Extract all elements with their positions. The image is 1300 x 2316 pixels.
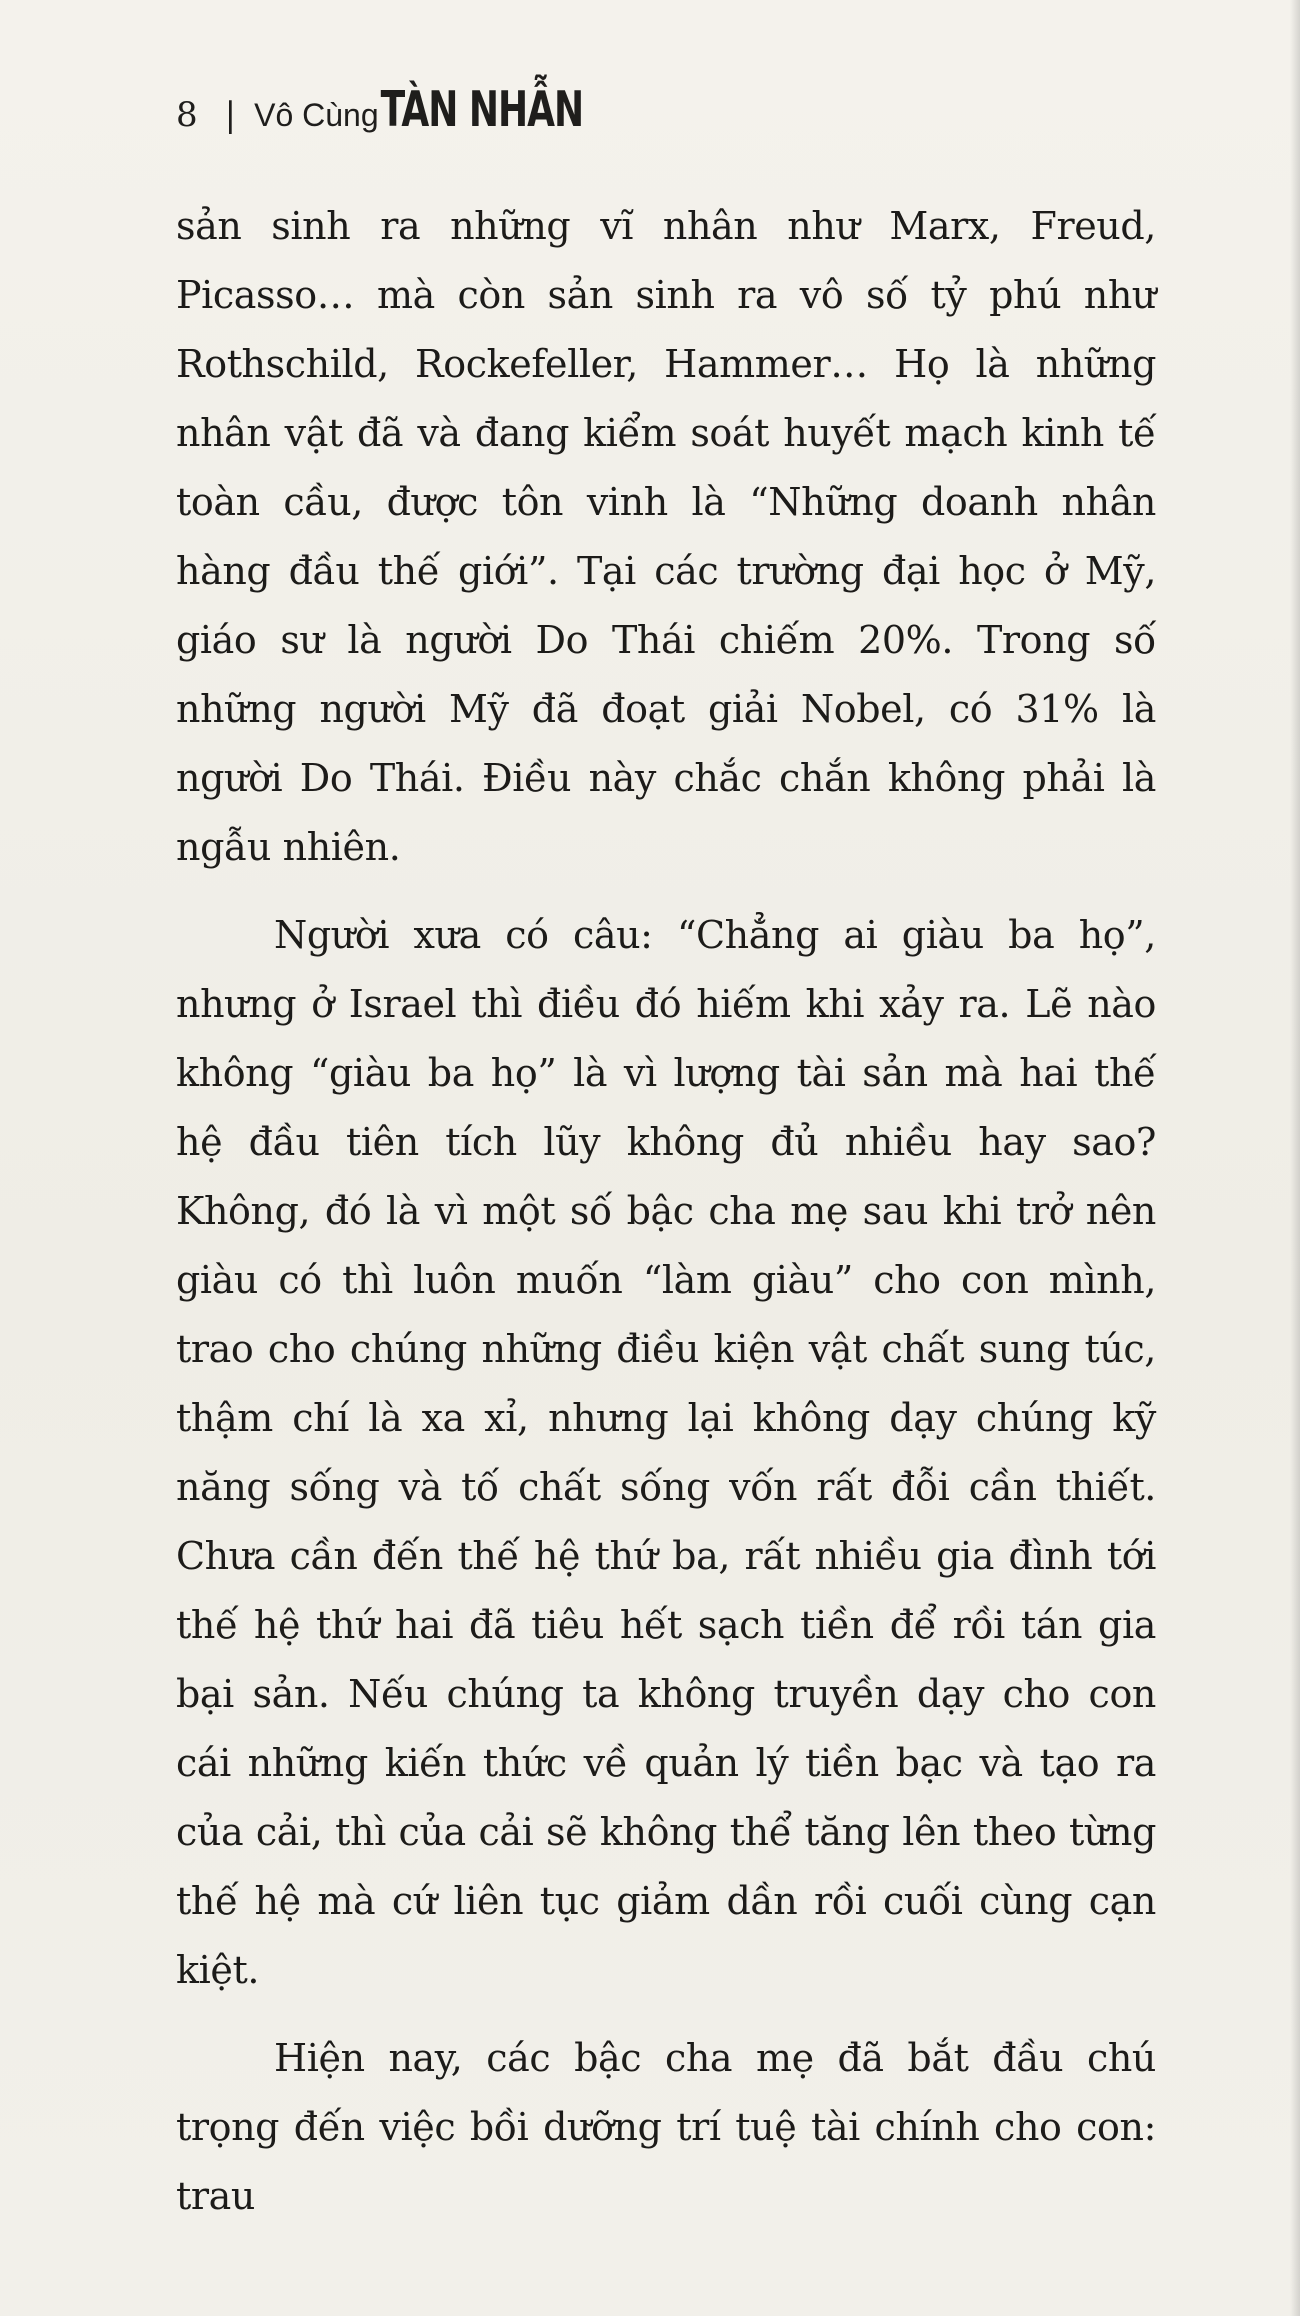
paragraph: Hiện nay, các bậc cha mẹ đã bắt đầu chú trọng đến việc bồi dưỡng trí tuệ tài chính cho con: trau bbox=[176, 2036, 1156, 2218]
body-text bbox=[176, 192, 1156, 2250]
page-edge-shadow bbox=[1290, 0, 1300, 2316]
book-title-brand: TÀN NHẪN bbox=[380, 82, 584, 139]
header-separator: | bbox=[224, 95, 237, 135]
paragraph-continued: sản sinh ra những vĩ nhân như Marx, Freud, Picasso… mà còn sản sinh ra vô số tỷ phú như Rothschild, Rockefeller, Hammer… Họ là những nhân vật đã và đang kiểm soát huyết mạch kinh tế toàn cầu, được tôn vinh là “Những doanh nhân hàng đầu thế giới”. Tại các trường đại học ở Mỹ, giáo sư là người Do Thái chiếm 20%. Trong số những người Mỹ đã đoạt giải Nobel, có 31% là người Do Thái. Điều này chắc chắn không phải là ngẫu nhiên. bbox=[176, 204, 1156, 869]
book-title-main: Vô Cùng bbox=[254, 97, 379, 133]
paragraph: Người xưa có câu: “Chẳng ai giàu ba họ”, nhưng ở Israel thì điều đó hiếm khi xảy ra. Lẽ nào không “giàu ba họ” là vì lượng tài sản mà hai thế hệ đầu tiên tích lũy không đủ nhiều hay sao? Không, đó là vì một số bậc cha mẹ sau khi trở nên giàu có thì luôn muốn “làm giàu” cho con mình, trao cho chúng những điều kiện vật chất sung túc, thậm chí là xa xỉ, nhưng lại không dạy chúng kỹ năng sống và tố chất sống vốn rất đỗi cần thiết. Chưa cần đến thế hệ thứ ba, rất nhiều gia đình tới thế hệ thứ hai đã tiêu hết sạch tiền để rồi tán gia bại sản. Nếu chúng ta không truyền dạy cho con cái những kiến thức về quản lý tiền bạc và tạo ra của cải, thì của cải sẽ không thể tăng lên theo từng thế hệ mà cứ liên tục giảm dần rồi cuối cùng cạn kiệt. bbox=[176, 913, 1156, 1992]
running-header bbox=[176, 82, 584, 154]
page-number: 8 bbox=[176, 95, 199, 135]
